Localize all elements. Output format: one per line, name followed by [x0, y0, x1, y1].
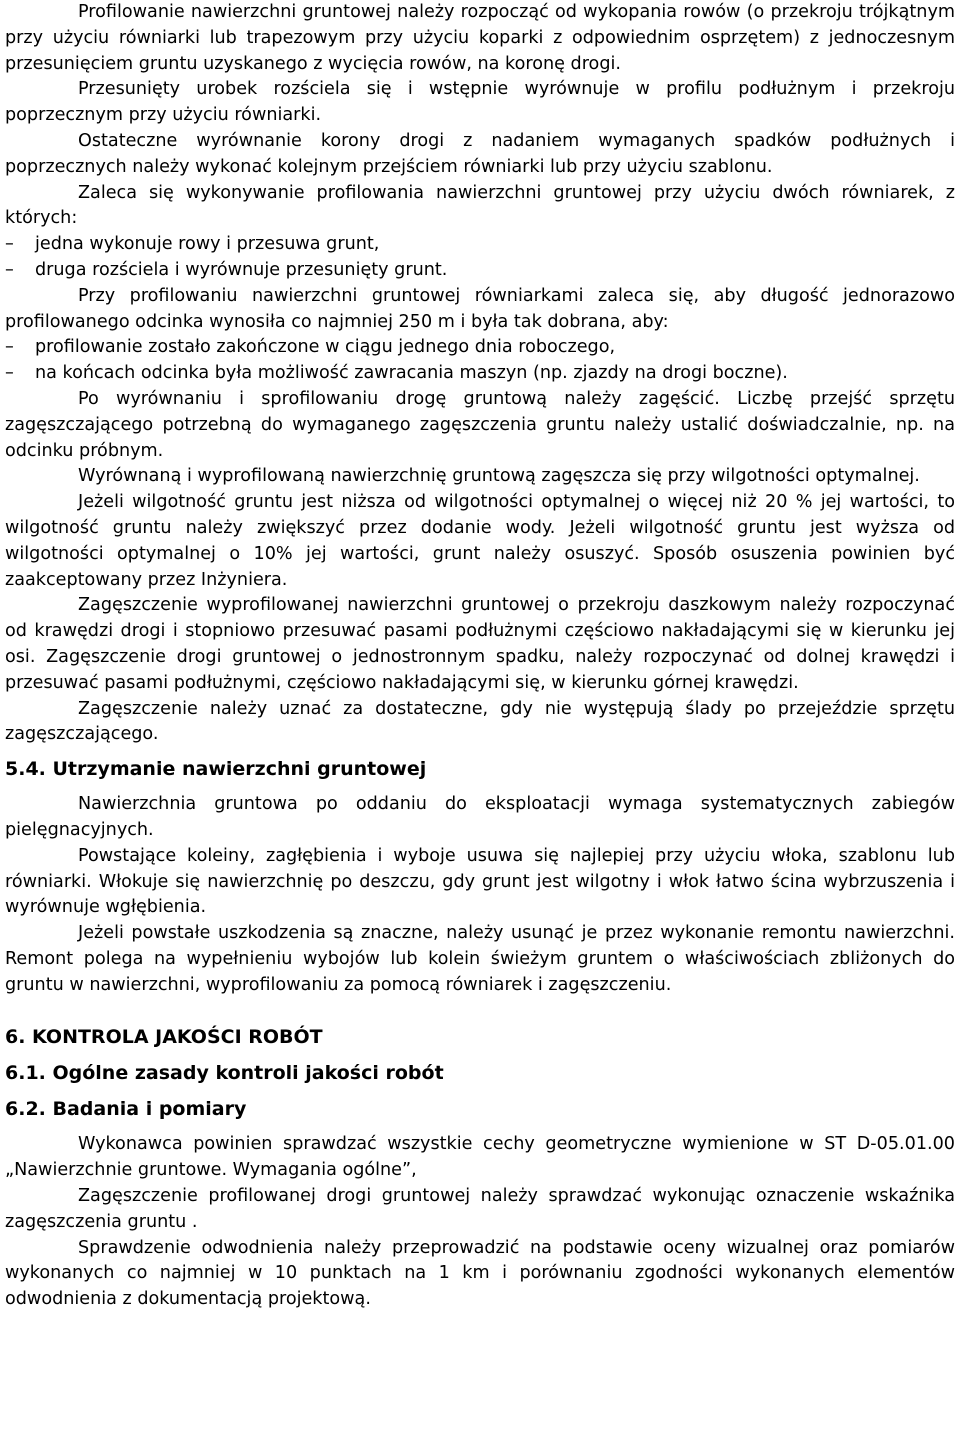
list-dash: –: [5, 337, 14, 358]
section-heading-6: 6. KONTROLA JAKOŚCI ROBÓT: [5, 1026, 323, 1049]
list-item-text: profilowanie zostało zakończone w ciągu jednego dnia roboczego,: [35, 337, 616, 358]
list-dash: –: [5, 259, 14, 280]
list-item-text: jedna wykonuje rowy i przesuwa grunt,: [35, 234, 380, 255]
section-heading-5-4: 5.4. Utrzymanie nawierzchni gruntowej: [5, 758, 427, 781]
list-dash: –: [5, 234, 14, 255]
section-heading-6-1: 6.1. Ogólne zasady kontroli jakości robót: [5, 1062, 444, 1085]
paragraph: Jeżeli powstałe uszkodzenia są znaczne, należy usunąć je przez wykonanie remontu nawierzchni. Remont polega na wypełnieniu wybojów lub kolein świeżym gruntem o właściwościach zbliżonych do gruntu w nawierzchni, wyprofilowaniu za pomocą równiarek i zagęszczeniu.: [5, 923, 955, 995]
paragraph: Zaleca się wykonywanie profilowania nawierzchni gruntowej przy użyciu dwóch równiarek, z których:: [5, 182, 955, 229]
paragraph: Przesunięty urobek rozściela się i wstępnie wyrównuje w profilu podłużnym i przekroju poprzecznym przy użyciu równiarki.: [5, 79, 955, 126]
paragraph: Po wyrównaniu i sprofilowaniu drogę gruntową należy zagęścić. Liczbę przejść sprzętu zagęszczającego potrzebną do wymaganego zagęszczenia gruntu należy ustalić doświadczalnie, np. na odcinku próbnym.: [5, 388, 955, 461]
paragraph: Wyrównaną i wyprofilowaną nawierzchnię gruntową zagęszcza się przy wilgotności optymalnej.: [78, 466, 920, 487]
paragraph: Zagęszczenie należy uznać za dostateczne, gdy nie występują ślady po przejeździe sprzętu zagęszczającego.: [5, 698, 955, 745]
paragraph: Zagęszczenie profilowanej drogi gruntowej należy sprawdzać wykonując oznaczenie wskaźnika zagęszczenia gruntu .: [5, 1186, 955, 1232]
list-item: [5, 361, 955, 387]
paragraph: Powstające koleiny, zagłębienia i wyboje usuwa się najlepiej przy użyciu włoka, szablonu lub równiarki. Włokuje się nawierzchnię po deszczu, gdy grunt jest wilgotny i włok łatwo ścina wybrzuszenia i wyrównuje wgłębienia.: [5, 845, 955, 918]
paragraph: Przy profilowaniu nawierzchni gruntowej równiarkami zaleca się, aby długość jednorazowo profilowanego odcinka wynosiła co najmniej 250 m i była tak dobrana, aby:: [5, 285, 955, 332]
section-heading-6-2: 6.2. Badania i pomiary: [5, 1098, 247, 1121]
list-item: [5, 258, 955, 284]
list-item: [5, 232, 955, 258]
list-dash: –: [5, 363, 14, 384]
paragraph: Sprawdzenie odwodnienia należy przeprowadzić na podstawie oceny wizualnej oraz pomiarów wykonanych co najmniej w 10 punktach na 1 km i porównaniu zgodności wykonanych elementów odwodnienia z dokumentacją projektową.: [5, 1237, 955, 1310]
paragraph: Jeżeli wilgotność gruntu jest niższa od wilgotności optymalnej o więcej niż 20 % jej wartości, to wilgotność gruntu należy zwiększyć przez dodanie wody. Jeżeli wilgotność gruntu jest wyższa od wilgotności optymalnej o 10% jej wartości, grunt należy osuszyć. Sposób osuszenia powinien być zaakceptowany przez Inżyniera.: [5, 492, 955, 590]
paragraph: Wykonawca powinien sprawdzać wszystkie cechy geometryczne wymienione w ST D-05.01.00 „Nawierzchnie gruntowe. Wymagania ogólne”,: [5, 1134, 955, 1181]
paragraph: Nawierzchnia gruntowa po oddaniu do eksploatacji wymaga systematycznych zabiegów pielęgnacyjnych.: [5, 794, 955, 840]
paragraph: Ostateczne wyrównanie korony drogi z nadaniem wymaganych spadków podłużnych i poprzecznych należy wykonać kolejnym przejściem równiarki lub przy użyciu szablonu.: [5, 130, 955, 177]
list-item: [5, 335, 955, 361]
paragraph: Zagęszczenie wyprofilowanej nawierzchni gruntowej o przekroju daszkowym należy rozpoczynać od krawędzi drogi i stopniowo przesuwać pasami podłużnymi częściowo nakładającymi się w kierunku jej osi. Zagęszczenie drogi gruntowej o jednostronnym spadku, należy rozpoczynać od dolnej krawędzi i przesuwać pasami podłużnymi, częściowo nakładającymi się, w kierunku górnej krawędzi.: [5, 595, 955, 693]
paragraph: Profilowanie nawierzchni gruntowej należy rozpocząć od wykopania rowów (o przekroju trójkątnym przy użyciu równiarki lub trapezowym przy użyciu koparki z odpowiednim osprzętem) z jednoczesnym przesunięciem gruntu uzyskanego z wycięcia rowów, na koronę drogi.: [5, 2, 955, 74]
list-item-text: na końcach odcinka była możliwość zawracania maszyn (np. zjazdy na drogi boczne).: [35, 363, 788, 384]
list-item-text: druga rozściela i wyrównuje przesunięty grunt.: [35, 259, 448, 280]
